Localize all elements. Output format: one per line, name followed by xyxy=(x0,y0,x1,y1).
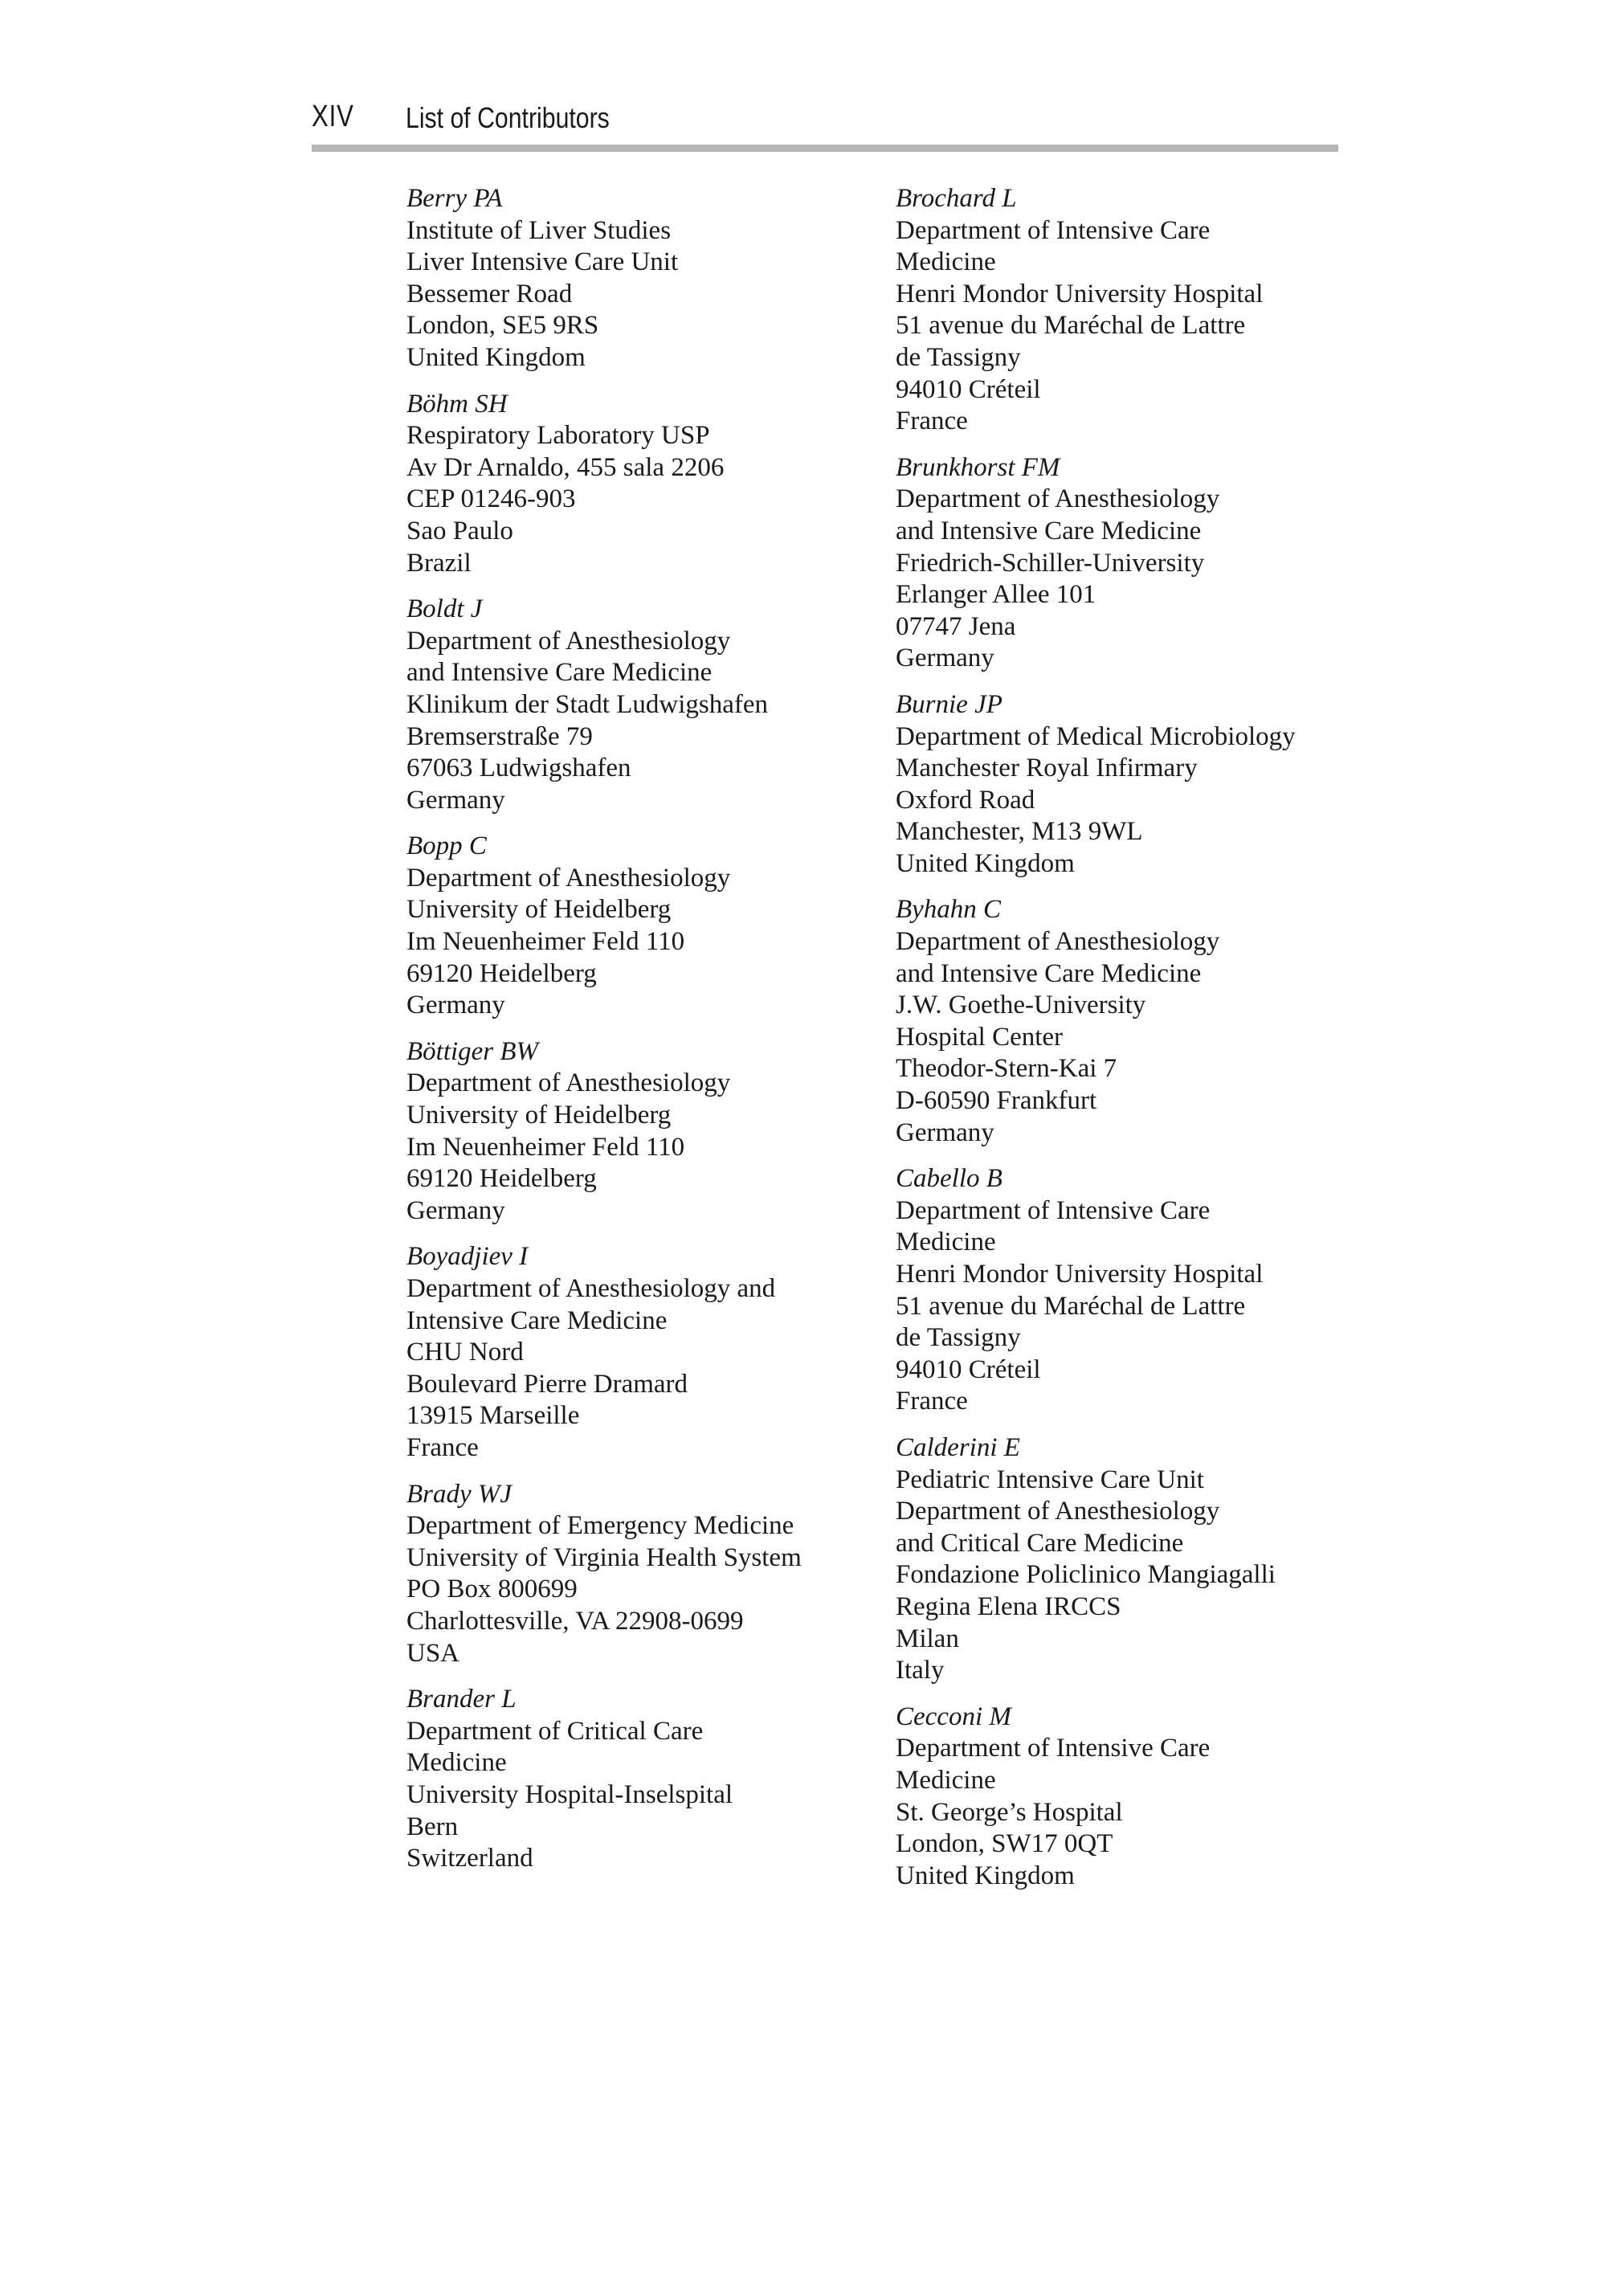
address-line: 51 avenue du Maréchal de Lattre xyxy=(896,1291,1246,1321)
address-line: Department of Emergency Medicine xyxy=(406,1511,794,1541)
address-line: Department of Intensive Care xyxy=(896,1195,1211,1225)
contributors-column-left xyxy=(406,183,888,1890)
address-line: Department of Medical Microbiology xyxy=(896,721,1296,751)
contributor-entry xyxy=(896,452,1378,675)
address-line: Theodor-Stern-Kai 7 xyxy=(896,1054,1117,1084)
address-line: Medicine xyxy=(406,1748,507,1778)
address-line: Milan xyxy=(896,1624,959,1653)
contributor-entry xyxy=(896,1702,1378,1893)
address-line: and Intensive Care Medicine xyxy=(406,658,713,688)
contributor-entry xyxy=(406,831,888,1022)
address-line: Switzerland xyxy=(406,1844,533,1873)
contributor-entry xyxy=(406,1479,888,1670)
address-line: 07747 Jena xyxy=(896,611,1016,641)
running-head-title: List of Contributors xyxy=(406,101,610,134)
address-line: University of Virginia Health System xyxy=(406,1542,802,1572)
address-line: D-60590 Frankfurt xyxy=(896,1086,1097,1116)
page-number: XIV xyxy=(312,100,354,133)
contributor-name: Brady WJ xyxy=(406,1479,512,1509)
address-line: Regina Elena IRCCS xyxy=(896,1591,1121,1621)
address-line: 94010 Créteil xyxy=(896,374,1041,404)
address-line: Italy xyxy=(896,1656,945,1685)
address-line: Manchester Royal Infirmary xyxy=(896,754,1198,783)
address-line: Friedrich-Schiller-University xyxy=(896,548,1205,578)
address-line: Bessemer Road xyxy=(406,279,573,308)
address-line: PO Box 800699 xyxy=(406,1575,578,1604)
address-line: Liver Intensive Care Unit xyxy=(406,247,679,277)
address-line: University of Heidelberg xyxy=(406,1101,672,1130)
contributor-name: Bopp C xyxy=(406,831,487,861)
header-rule xyxy=(312,145,1338,152)
address-line: Pediatric Intensive Care Unit xyxy=(896,1465,1204,1494)
address-line: Department of Intensive Care xyxy=(896,1734,1211,1763)
address-line: Av Dr Arnaldo, 455 sala 2206 xyxy=(406,452,725,482)
address-line: Institute of Liver Studies xyxy=(406,215,672,245)
address-line: Oxford Road xyxy=(896,785,1035,815)
address-line: Fondazione Policlinico Mangiagalli xyxy=(896,1560,1276,1590)
address-line: France xyxy=(896,1387,968,1416)
address-line: Klinikum der Stadt Ludwigshafen xyxy=(406,689,769,719)
contributor-entry xyxy=(896,1163,1378,1418)
address-line: Im Neuenheimer Feld 110 xyxy=(406,1132,685,1162)
address-line: J.W. Goethe-University xyxy=(896,991,1146,1020)
address-line: University Hospital-Inselspital xyxy=(406,1779,733,1809)
address-line: United Kingdom xyxy=(406,342,586,372)
address-line: Im Neuenheimer Feld 110 xyxy=(406,927,685,957)
contributor-name: Cecconi M xyxy=(896,1702,1011,1731)
address-line: Department of Intensive Care xyxy=(896,215,1211,245)
address-line: France xyxy=(896,406,968,436)
address-line: Department of Anesthesiology and xyxy=(406,1274,776,1303)
address-line: Department of Anesthesiology xyxy=(406,1068,731,1098)
contributor-entry xyxy=(896,894,1378,1149)
contributor-entry xyxy=(406,1241,888,1464)
address-line: Germany xyxy=(896,1117,994,1147)
address-line: St. George’s Hospital xyxy=(896,1797,1123,1827)
contributor-name: Boyadjiev I xyxy=(406,1242,529,1272)
address-line: Medicine xyxy=(896,247,996,277)
address-line: Department of Anesthesiology xyxy=(896,927,1220,957)
contributor-name: Boldt J xyxy=(406,594,483,624)
address-line: Hospital Center xyxy=(896,1022,1064,1052)
address-line: CHU Nord xyxy=(406,1338,524,1367)
address-line: Sao Paulo xyxy=(406,516,513,545)
address-line: Charlottesville, VA 22908-0699 xyxy=(406,1606,744,1636)
address-line: Department of Anesthesiology xyxy=(406,863,731,893)
address-line: Medicine xyxy=(896,1228,996,1257)
address-line: Respiratory Laboratory USP xyxy=(406,421,710,451)
contributors-column-right xyxy=(896,183,1378,1906)
address-line: Boulevard Pierre Dramard xyxy=(406,1369,688,1399)
contributor-name: Brochard L xyxy=(896,184,1017,213)
address-line: Henri Mondor University Hospital xyxy=(896,1260,1264,1289)
address-line: Department of Anesthesiology xyxy=(406,626,731,656)
address-line: Germany xyxy=(406,1195,505,1225)
address-line: and Intensive Care Medicine xyxy=(896,516,1202,545)
contributor-name: Brander L xyxy=(406,1685,517,1714)
contributor-name: Calderini E xyxy=(896,1432,1020,1462)
address-line: 94010 Créteil xyxy=(896,1354,1041,1384)
address-line: Bremserstraße 79 xyxy=(406,721,593,751)
address-line: USA xyxy=(406,1638,460,1668)
address-line: Department of Critical Care xyxy=(406,1716,704,1746)
address-line: CEP 01246-903 xyxy=(406,484,576,514)
contributor-name: Berry PA xyxy=(406,184,503,213)
address-line: United Kingdom xyxy=(896,848,1075,878)
contributor-name: Brunkhorst FM xyxy=(896,452,1060,482)
address-line: de Tassigny xyxy=(896,1323,1021,1353)
contributor-name: Byhahn C xyxy=(896,895,1002,925)
contributor-entry xyxy=(406,389,888,580)
running-head xyxy=(312,96,1338,148)
contributor-entry xyxy=(406,594,888,816)
contributor-name: Burnie JP xyxy=(896,689,1003,719)
contributor-name: Böttiger BW xyxy=(406,1036,539,1066)
address-line: Germany xyxy=(406,991,505,1020)
address-line: Germany xyxy=(896,643,994,673)
address-line: Medicine xyxy=(896,1765,996,1795)
contributor-entry xyxy=(896,689,1378,880)
address-line: Intensive Care Medicine xyxy=(406,1305,668,1335)
address-line: de Tassigny xyxy=(896,342,1021,372)
address-line: Germany xyxy=(406,785,505,815)
address-line: London, SW17 0QT xyxy=(896,1829,1113,1859)
address-line: 13915 Marseille xyxy=(406,1401,580,1431)
address-line: 69120 Heidelberg xyxy=(406,1164,597,1194)
address-line: and Intensive Care Medicine xyxy=(896,958,1202,988)
contributor-entry xyxy=(896,183,1378,438)
address-line: 51 avenue du Maréchal de Lattre xyxy=(896,311,1246,341)
contributor-entry xyxy=(896,1432,1378,1687)
contributor-name: Böhm SH xyxy=(406,389,508,419)
address-line: Bern xyxy=(406,1812,459,1841)
address-line: and Critical Care Medicine xyxy=(896,1528,1184,1558)
address-line: 67063 Ludwigshafen xyxy=(406,754,631,783)
address-line: France xyxy=(406,1432,479,1462)
address-line: Manchester, M13 9WL xyxy=(896,817,1143,847)
address-line: Erlanger Allee 101 xyxy=(896,580,1096,610)
address-line: United Kingdom xyxy=(896,1861,1075,1890)
address-line: London, SE5 9RS xyxy=(406,311,599,341)
contributor-entry xyxy=(406,183,888,374)
contributor-entry xyxy=(406,1684,888,1875)
address-line: University of Heidelberg xyxy=(406,895,672,925)
address-line: Department of Anesthesiology xyxy=(896,484,1220,514)
address-line: Brazil xyxy=(406,548,472,578)
address-line: Henri Mondor University Hospital xyxy=(896,279,1264,308)
contributor-name: Cabello B xyxy=(896,1164,1003,1194)
contributor-entry xyxy=(406,1036,888,1228)
address-line: 69120 Heidelberg xyxy=(406,958,597,988)
address-line: Department of Anesthesiology xyxy=(896,1497,1220,1526)
